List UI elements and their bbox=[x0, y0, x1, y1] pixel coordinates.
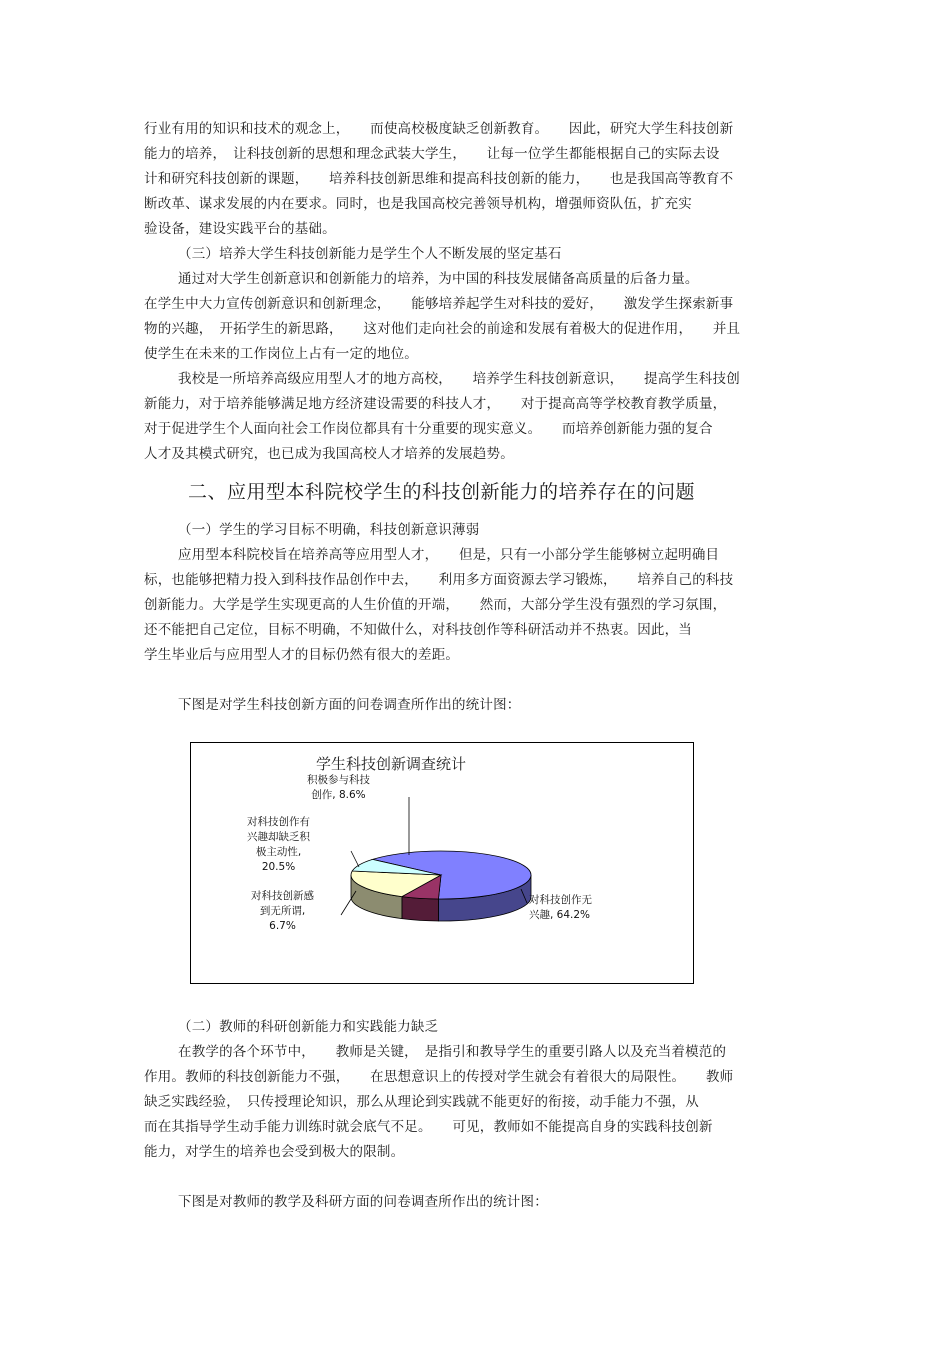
slice-label-active: 积极参与科技 创作, 8.6% bbox=[307, 774, 370, 801]
text-line: 学生毕业后与应用型人才的目标仍然有很大的差距。 bbox=[144, 647, 460, 663]
text-line: 物的兴趣， 开拓学生的新思路， 这对他们走向社会的前途和发展有着极大的促进作用， 并且 bbox=[144, 321, 741, 337]
text-line: 能力，对学生的培养也会受到极大的限制。 bbox=[144, 1144, 405, 1160]
chart-intro-2: 下图是对教师的教学及科研方面的问卷调查所作出的统计图： bbox=[178, 1194, 548, 1210]
text-line: 能力的培养， 让科技创新的思想和理念武装大学生， 让每一位学生都能根据自己的实际去设 bbox=[144, 146, 720, 162]
leader-line bbox=[351, 851, 359, 867]
subheading-2: （二）教师的科研创新能力和实践能力缺乏 bbox=[178, 1019, 439, 1035]
text-line: 使学生在未来的工作岗位上占有一定的地位。 bbox=[144, 346, 418, 362]
slice-label-no-interest: 对科技创作无 兴趣, 64.2% bbox=[529, 894, 592, 921]
text-line: 还不能把自己定位，目标不明确，不知做什么，对科技创作等科研活动并不热衷。因此，当 bbox=[144, 622, 692, 638]
text-line: 行业有用的知识和技术的观念上， 而使高校极度缺乏创新教育。 因此，研究大学生科技创新 bbox=[144, 121, 734, 137]
text-line: 缺乏实践经验， 只传授理论知识，那么从理论到实践就不能更好的衔接，动手能力不强，从 bbox=[144, 1094, 699, 1110]
text-line: 应用型本科院校旨在培养高等应用型人才， 但是，只有一小部分学生能够树立起明确目 bbox=[178, 547, 720, 563]
text-line: 在教学的各个环节中， 教师是关键， 是指引和教导学生的重要引路人以及充当着模范的 bbox=[178, 1044, 727, 1060]
text-line: 计和研究科技创新的课题， 培养科技创新思维和提高科技创新的能力， 也是我国高等教育不 bbox=[144, 171, 734, 187]
text-line: 标，也能够把精力投入到科技作品创作中去， 利用多方面资源去学习锻炼， 培养自己的科技 bbox=[144, 572, 734, 588]
text-line: 人才及其模式研究，也已成为我国高校人才培养的发展趋势。 bbox=[144, 446, 514, 462]
slice-label-indifferent: 对科技创新感 到无所谓, 6.7% bbox=[251, 890, 314, 932]
subheading-1: （一）学生的学习目标不明确，科技创新意识薄弱 bbox=[178, 522, 480, 538]
slice-indifferent-side bbox=[402, 897, 439, 921]
section-heading: 二、应用型本科院校学生的科技创新能力的培养存在的问题 bbox=[188, 481, 696, 503]
text-line: 通过对大学生创新意识和创新能力的培养，为中国的科技发展储备高质量的后备力量。 bbox=[178, 271, 699, 287]
slice-label-interested: 对科技创作有 兴趣却缺乏积 极主动性, 20.5% bbox=[247, 816, 310, 873]
text-line: 在学生中大力宣传创新意识和创新理念， 能够培养起学生对科技的爱好， 激发学生探索新事 bbox=[144, 296, 734, 312]
text-line: 对于促进学生个人面向社会工作岗位都具有十分重要的现实意义。 而培养创新能力强的复合 bbox=[144, 421, 713, 437]
text-line: 新能力，对于培养能够满足地方经济建设需要的科技人才， 对于提高高等学校教育教学质量， bbox=[144, 396, 727, 412]
pie-chart-frame bbox=[190, 742, 694, 984]
text-line: 我校是一所培养高级应用型人才的地方高校， 培养学生科技创新意识， 提高学生科技创 bbox=[178, 371, 740, 387]
chart-intro: 下图是对学生科技创新方面的问卷调查所作出的统计图： bbox=[178, 697, 521, 713]
text-line: 断改革、谋求发展的内在要求。同时，也是我国高校完善领导机构，增强师资队伍，扩充实 bbox=[144, 196, 692, 212]
chart-title: 学生科技创新调查统计 bbox=[315, 755, 466, 773]
subheading-3: （三）培养大学生科技创新能力是学生个人不断发展的坚定基石 bbox=[178, 246, 562, 262]
text-line: 而在其指导学生动手能力训练时就会底气不足。 可见，教师如不能提高自身的实践科技创新 bbox=[144, 1119, 713, 1135]
text-line: 作用。教师的科技创新能力不强， 在思想意识上的传授对学生就会有着很大的局限性。 教师 bbox=[144, 1069, 734, 1085]
text-line: 验设备，建设实践平台的基础。 bbox=[144, 221, 336, 237]
text-line: 创新能力。大学是学生实现更高的人生价值的开端， 然而，大部分学生没有强烈的学习氛围， bbox=[144, 597, 727, 613]
